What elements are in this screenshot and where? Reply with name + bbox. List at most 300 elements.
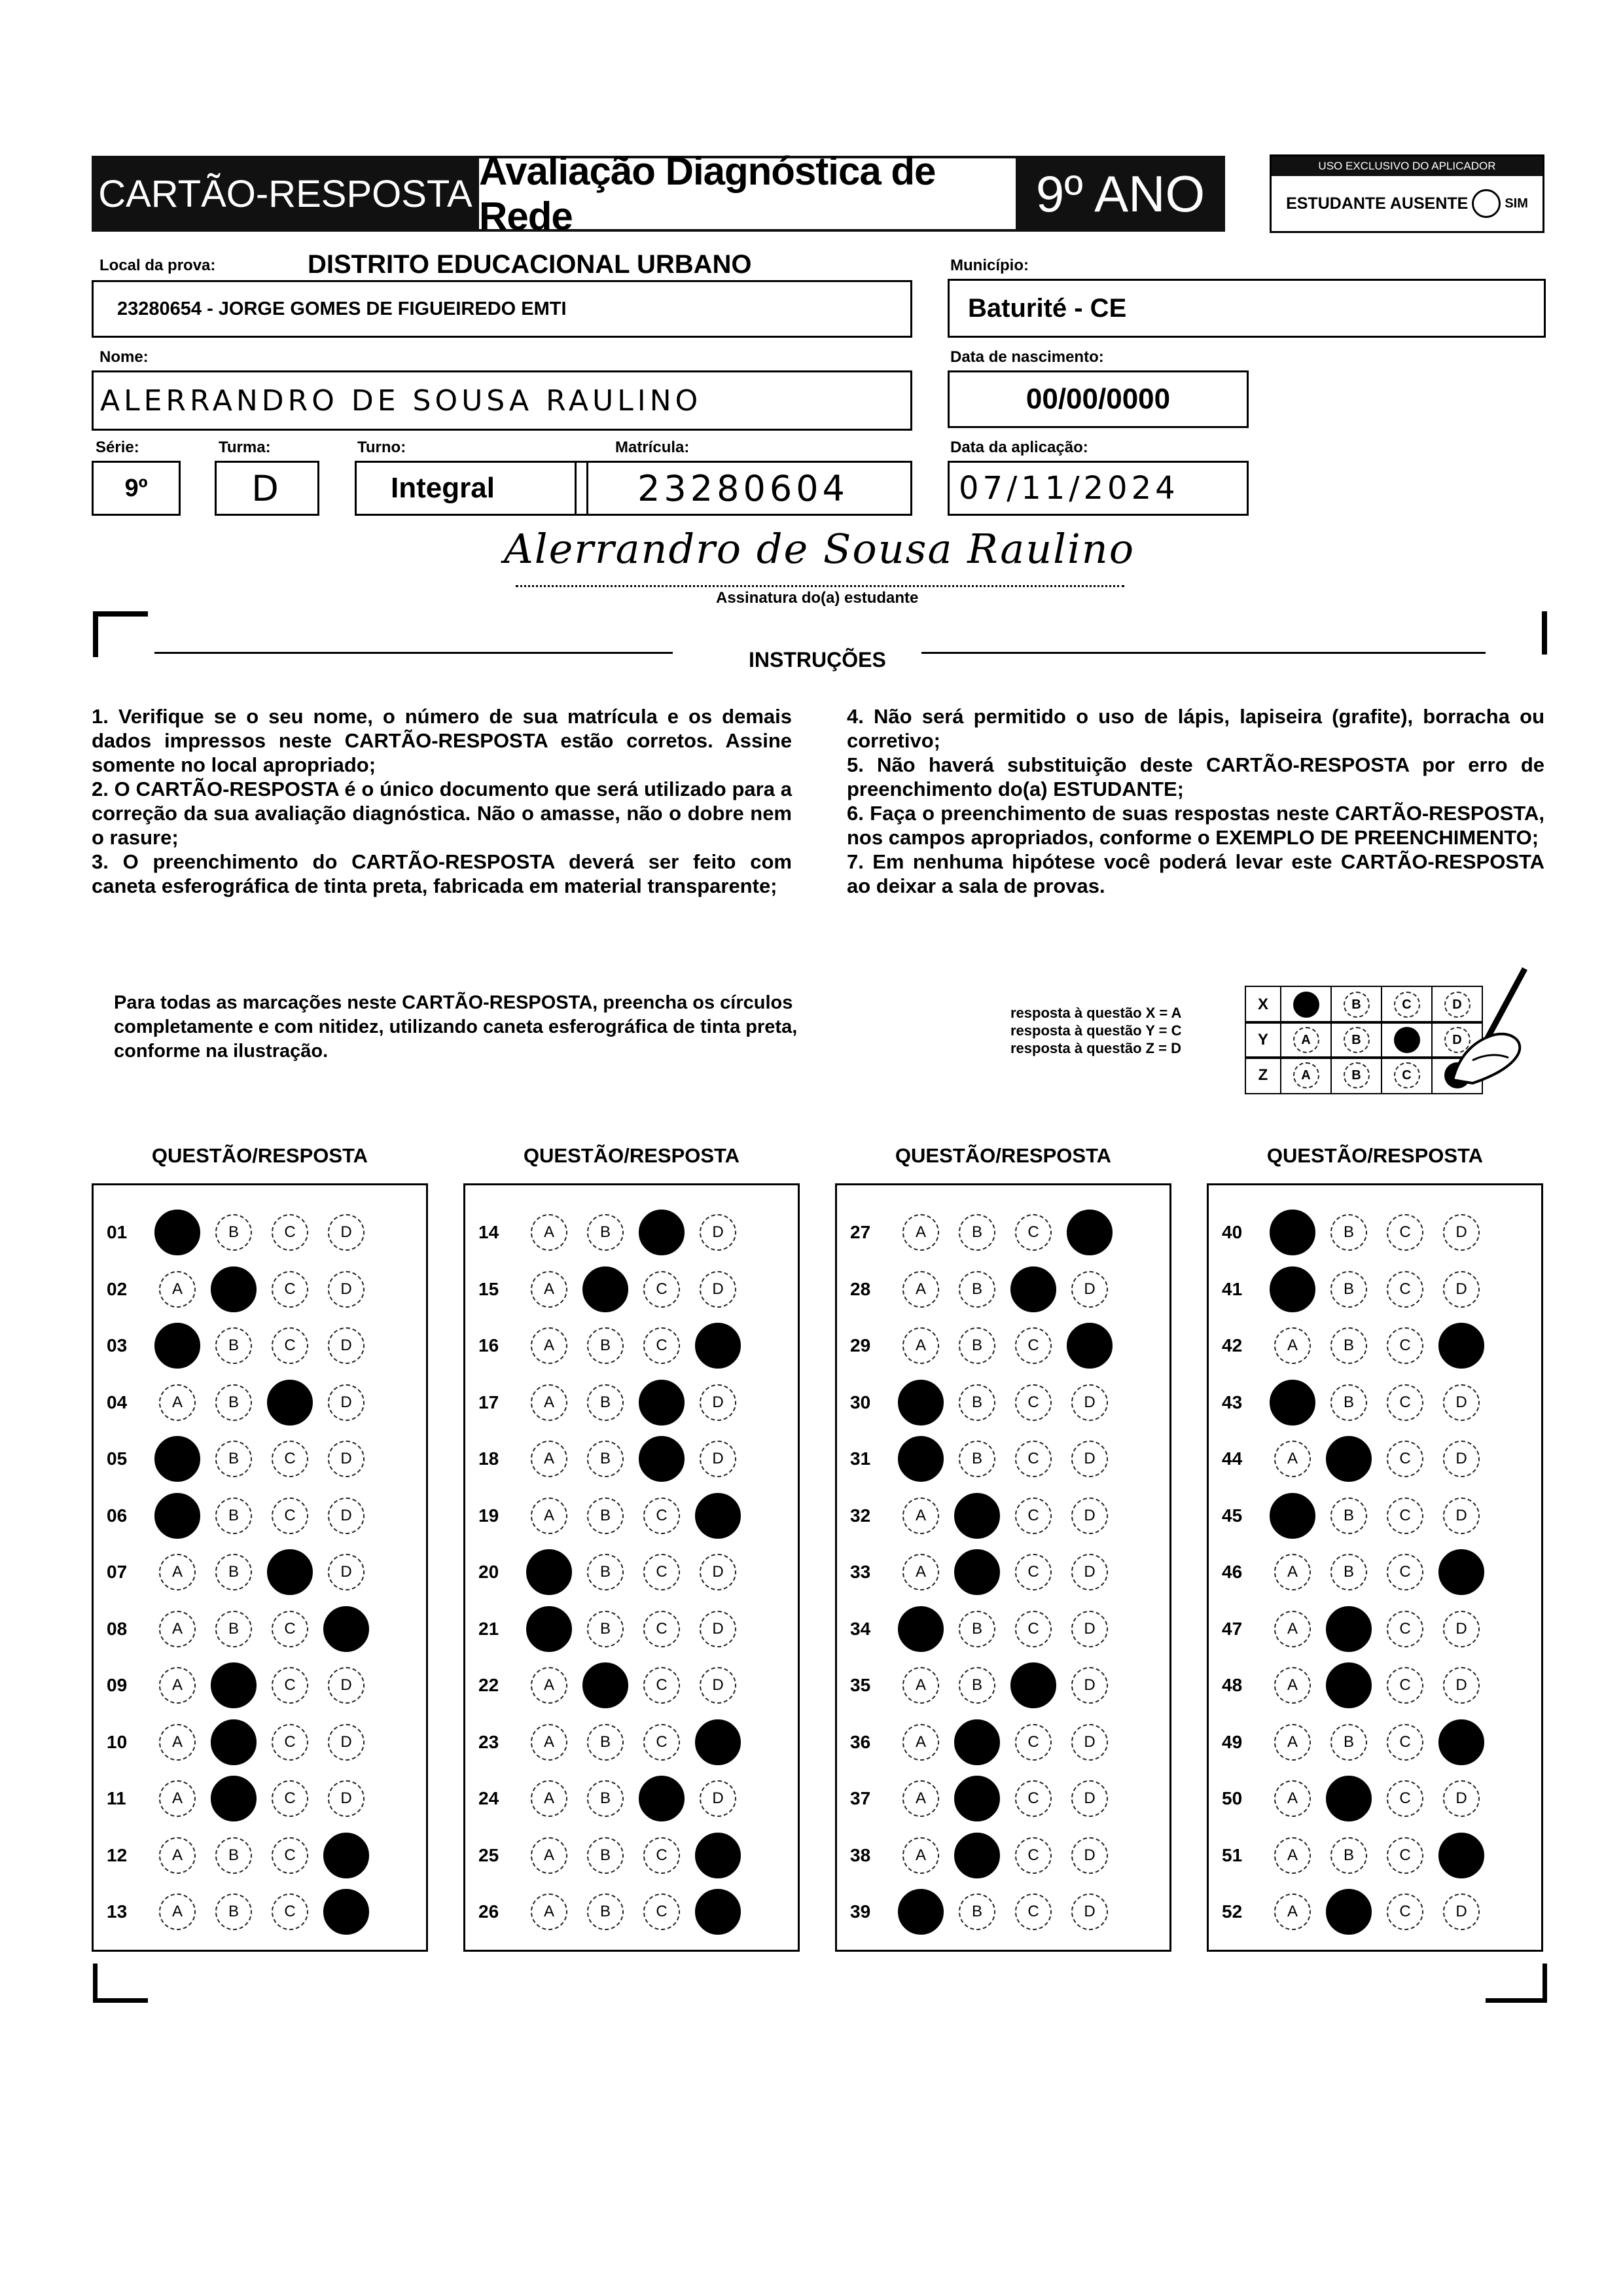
- bubble-a[interactable]: [898, 1380, 944, 1426]
- answer-row: [94, 1666, 426, 1705]
- bubble-c[interactable]: C: [1387, 1554, 1423, 1590]
- bubble-b[interactable]: [954, 1493, 1000, 1539]
- example-cell: [1332, 1056, 1382, 1094]
- bubble-b[interactable]: B: [215, 1327, 252, 1364]
- bubble-c[interactable]: C: [272, 1327, 308, 1364]
- bubble-b[interactable]: B: [587, 1327, 624, 1364]
- answer-row: [837, 1666, 1169, 1705]
- bubble-d[interactable]: D: [1443, 1611, 1480, 1647]
- bubble-c[interactable]: [639, 1380, 685, 1426]
- bubble-c[interactable]: C: [1387, 1780, 1423, 1817]
- bubble-d[interactable]: D: [328, 1327, 365, 1364]
- bubble-d[interactable]: D: [700, 1271, 736, 1308]
- instructions-title: INSTRUÇÕES: [749, 648, 886, 672]
- bubble-b[interactable]: [954, 1833, 1000, 1878]
- bubble-d[interactable]: D: [1071, 1893, 1108, 1930]
- bubble-c[interactable]: C: [1015, 1498, 1052, 1534]
- matricula-value: 23280604: [637, 467, 849, 509]
- bubble-c[interactable]: [639, 1776, 685, 1821]
- bubble-a[interactable]: [154, 1210, 200, 1255]
- bubble-a[interactable]: A: [159, 1667, 196, 1704]
- bubble-c[interactable]: C: [643, 1667, 680, 1704]
- bubble-b[interactable]: [211, 1662, 257, 1708]
- bubble-c[interactable]: C: [643, 1611, 680, 1647]
- bubble-d[interactable]: D: [700, 1384, 736, 1421]
- bubble-a[interactable]: A: [1274, 1327, 1311, 1364]
- bubble-c[interactable]: C: [643, 1271, 680, 1308]
- question-number: 20: [478, 1562, 499, 1582]
- answer-row: [465, 1779, 798, 1818]
- answer-row: [837, 1439, 1169, 1479]
- bubble-b[interactable]: B: [215, 1837, 252, 1874]
- bubble-b[interactable]: B: [959, 1441, 995, 1477]
- question-number: 38: [850, 1844, 871, 1865]
- bubble-b[interactable]: B: [959, 1384, 995, 1421]
- bubble-c[interactable]: C: [1387, 1724, 1423, 1761]
- bubble-b[interactable]: B: [215, 1441, 252, 1477]
- answer-row: [837, 1213, 1169, 1252]
- answer-panel: [463, 1183, 800, 1952]
- bubble-d[interactable]: D: [700, 1441, 736, 1477]
- answer-row: [837, 1836, 1169, 1875]
- bubble-a[interactable]: A: [531, 1498, 567, 1534]
- bubble-d[interactable]: [1067, 1323, 1113, 1369]
- bubble-c[interactable]: C: [1387, 1837, 1423, 1874]
- bubble-d[interactable]: [695, 1323, 741, 1369]
- bubble-a[interactable]: A: [531, 1271, 567, 1308]
- bubble-c[interactable]: C: [1015, 1384, 1052, 1421]
- bubble-b[interactable]: B: [1330, 1214, 1367, 1251]
- bubble-d[interactable]: D: [1071, 1441, 1108, 1477]
- question-number: 24: [478, 1788, 499, 1808]
- bubble-a[interactable]: A: [902, 1780, 939, 1817]
- bubble-d[interactable]: [323, 1889, 369, 1935]
- question-number: 02: [107, 1278, 128, 1299]
- question-number: 16: [478, 1335, 499, 1355]
- bubble-a[interactable]: A: [159, 1837, 196, 1874]
- question-number: 33: [850, 1562, 871, 1582]
- bubble-b[interactable]: [954, 1719, 1000, 1765]
- bubble-b[interactable]: [211, 1719, 257, 1765]
- corner-mark-bottom-right: [1486, 1964, 1547, 2003]
- answer-row: [1209, 1609, 1541, 1649]
- bubble-a[interactable]: A: [902, 1498, 939, 1534]
- bubble-d[interactable]: [695, 1493, 741, 1539]
- question-number: 23: [478, 1731, 499, 1752]
- bubble-d[interactable]: D: [700, 1554, 736, 1590]
- bubble-a[interactable]: A: [902, 1327, 939, 1364]
- bubble-d[interactable]: D: [1071, 1724, 1108, 1761]
- example-cell: [1382, 1056, 1433, 1094]
- bubble-b[interactable]: B: [587, 1837, 624, 1874]
- bubble-d[interactable]: D: [1443, 1498, 1480, 1534]
- bubble-a[interactable]: A: [531, 1667, 567, 1704]
- nome-value: ALERRANDRO DE SOUSA RAULINO: [100, 384, 702, 418]
- bubble-d[interactable]: D: [1443, 1214, 1480, 1251]
- bubble-c[interactable]: C: [272, 1837, 308, 1874]
- bubble-c[interactable]: C: [272, 1498, 308, 1534]
- answer-row: [465, 1609, 798, 1649]
- bubble-b[interactable]: [1326, 1776, 1372, 1821]
- answer-row: [837, 1723, 1169, 1762]
- absent-label: ESTUDANTE AUSENTE: [1286, 194, 1469, 213]
- bubble-c[interactable]: C: [1015, 1214, 1052, 1251]
- turma-value: D: [251, 467, 283, 509]
- signature-line: [516, 585, 1124, 587]
- bubble-a[interactable]: A: [1274, 1780, 1311, 1817]
- nome-label: Nome:: [99, 348, 149, 366]
- bubble-a[interactable]: A: [1274, 1554, 1311, 1590]
- example-cell: [1281, 1056, 1332, 1094]
- question-number: 50: [1222, 1788, 1243, 1808]
- bubble-b[interactable]: B: [1330, 1271, 1367, 1308]
- bubble-c[interactable]: [1010, 1662, 1056, 1708]
- question-number: 36: [850, 1731, 871, 1752]
- bubble-a[interactable]: [898, 1606, 944, 1652]
- turma-label: Turma:: [219, 439, 271, 456]
- column-header: QUESTÃO/RESPOSTA: [523, 1144, 740, 1167]
- bubble-a[interactable]: A: [531, 1384, 567, 1421]
- bubble-b[interactable]: B: [1330, 1498, 1367, 1534]
- bubble-a[interactable]: A: [902, 1214, 939, 1251]
- answer-row: [1209, 1496, 1541, 1535]
- bubble-c[interactable]: C: [272, 1214, 308, 1251]
- bubble-b[interactable]: B: [959, 1327, 995, 1364]
- bubble-c[interactable]: C: [1015, 1724, 1052, 1761]
- example-bubble-c: [1394, 1027, 1420, 1053]
- bubble-c[interactable]: C: [643, 1837, 680, 1874]
- question-number: 44: [1222, 1448, 1243, 1469]
- bubble-a[interactable]: A: [159, 1724, 196, 1761]
- bubble-a[interactable]: A: [902, 1837, 939, 1874]
- answer-row: [94, 1892, 426, 1931]
- bubble-a[interactable]: [526, 1606, 572, 1652]
- local-district: DISTRITO EDUCACIONAL URBANO: [308, 250, 752, 279]
- bubble-d[interactable]: [323, 1606, 369, 1652]
- bubble-d[interactable]: D: [328, 1498, 365, 1534]
- answer-row: [94, 1779, 426, 1818]
- bubble-d[interactable]: D: [328, 1724, 365, 1761]
- example-line-x: resposta à questão X = A: [1010, 1005, 1182, 1021]
- bubble-b[interactable]: B: [959, 1611, 995, 1647]
- bubble-d[interactable]: D: [1071, 1611, 1108, 1647]
- bubble-c[interactable]: C: [1387, 1271, 1423, 1308]
- question-number: 04: [107, 1391, 128, 1412]
- bubble-d[interactable]: D: [328, 1667, 365, 1704]
- bubble-d[interactable]: D: [700, 1667, 736, 1704]
- bubble-c[interactable]: C: [1387, 1498, 1423, 1534]
- bubble-c[interactable]: C: [1015, 1554, 1052, 1590]
- bubble-b[interactable]: B: [215, 1893, 252, 1930]
- bubble-a[interactable]: A: [531, 1441, 567, 1477]
- local-label: Local da prova:: [99, 257, 216, 274]
- serie-field: [92, 461, 181, 516]
- answer-row: [465, 1496, 798, 1535]
- school-field: [92, 280, 912, 338]
- bubble-b[interactable]: B: [959, 1271, 995, 1308]
- bubble-a[interactable]: A: [531, 1214, 567, 1251]
- bubble-b[interactable]: B: [587, 1214, 624, 1251]
- bubble-a[interactable]: A: [1274, 1837, 1311, 1874]
- bubble-b[interactable]: [211, 1266, 257, 1312]
- bubble-b[interactable]: [582, 1266, 628, 1312]
- question-number: 34: [850, 1618, 871, 1639]
- bubble-d[interactable]: D: [1443, 1441, 1480, 1477]
- bubble-c[interactable]: C: [272, 1893, 308, 1930]
- bubble-a[interactable]: [154, 1323, 200, 1369]
- nasc-label: Data de nascimento:: [950, 348, 1104, 366]
- matricula-field: [576, 461, 912, 516]
- bubble-a[interactable]: A: [159, 1271, 196, 1308]
- question-number: 13: [107, 1901, 128, 1922]
- bubble-a[interactable]: A: [902, 1667, 939, 1704]
- answer-row: [465, 1723, 798, 1762]
- bubble-d[interactable]: D: [328, 1780, 365, 1817]
- bubble-c[interactable]: C: [1387, 1893, 1423, 1930]
- bubble-b[interactable]: B: [215, 1611, 252, 1647]
- bubble-c[interactable]: C: [272, 1724, 308, 1761]
- bubble-d[interactable]: D: [1071, 1498, 1108, 1534]
- bubble-a[interactable]: A: [159, 1780, 196, 1817]
- bubble-b[interactable]: B: [959, 1667, 995, 1704]
- bubble-b[interactable]: B: [587, 1611, 624, 1647]
- bubble-a[interactable]: [1270, 1380, 1315, 1426]
- matricula-divider: [575, 461, 577, 516]
- bubble-b[interactable]: B: [1330, 1554, 1367, 1590]
- answer-row: [465, 1666, 798, 1705]
- answer-row: [94, 1496, 426, 1535]
- bubble-c[interactable]: C: [1387, 1384, 1423, 1421]
- bubble-a[interactable]: A: [159, 1384, 196, 1421]
- bubble-c[interactable]: C: [1387, 1327, 1423, 1364]
- bubble-a[interactable]: [154, 1493, 200, 1539]
- bubble-c[interactable]: C: [643, 1327, 680, 1364]
- instruction-5: 5. Não haverá substituição deste CARTÃO-RESPOSTA por erro de preenchimento do(a) ESTUDANTE;: [847, 753, 1544, 800]
- bubble-d[interactable]: D: [328, 1214, 365, 1251]
- bubble-d[interactable]: [695, 1889, 741, 1935]
- answer-row: [1209, 1439, 1541, 1479]
- bubble-d[interactable]: [1438, 1323, 1484, 1369]
- example-cell: [1281, 1021, 1332, 1059]
- bubble-a[interactable]: A: [902, 1271, 939, 1308]
- bubble-c[interactable]: [1010, 1266, 1056, 1312]
- question-number: 31: [850, 1448, 871, 1469]
- instruction-4: 4. Não será permitido o uso de lápis, lapiseira (grafite), borracha ou corretivo;: [847, 705, 1544, 752]
- applicator-box: [1270, 154, 1544, 233]
- bubble-b[interactable]: [1326, 1889, 1372, 1935]
- bubble-c[interactable]: C: [1387, 1667, 1423, 1704]
- bubble-d[interactable]: D: [328, 1384, 365, 1421]
- bubble-c[interactable]: C: [643, 1554, 680, 1590]
- instruction-2: 2. O CARTÃO-RESPOSTA é o único documento que será utilizado para a correção da sua avaliação diagnóstica. Não o amasse, não o dobre nem o rasure;: [92, 778, 792, 849]
- bubble-c[interactable]: C: [1015, 1780, 1052, 1817]
- bubble-d[interactable]: [695, 1719, 741, 1765]
- bubble-c[interactable]: C: [272, 1441, 308, 1477]
- example-row-label: X: [1245, 986, 1281, 1024]
- bubble-d[interactable]: [1067, 1210, 1113, 1255]
- bubble-c[interactable]: C: [1015, 1327, 1052, 1364]
- bubble-d[interactable]: D: [1071, 1384, 1108, 1421]
- bubble-a[interactable]: A: [902, 1724, 939, 1761]
- bubble-c[interactable]: C: [272, 1667, 308, 1704]
- bubble-c[interactable]: C: [272, 1271, 308, 1308]
- grade-label: 9º ANO: [1035, 164, 1205, 223]
- bubble-d[interactable]: D: [1443, 1271, 1480, 1308]
- bubble-b[interactable]: B: [1330, 1384, 1367, 1421]
- bubble-a[interactable]: A: [1274, 1724, 1311, 1761]
- bubble-a[interactable]: A: [1274, 1441, 1311, 1477]
- bubble-d[interactable]: [1438, 1833, 1484, 1878]
- answer-row: [837, 1779, 1169, 1818]
- bubble-b[interactable]: [1326, 1606, 1372, 1652]
- bubble-d[interactable]: D: [1071, 1837, 1108, 1874]
- bubble-a[interactable]: A: [159, 1554, 196, 1590]
- question-number: 18: [478, 1448, 499, 1469]
- bubble-c[interactable]: C: [643, 1893, 680, 1930]
- bubble-c[interactable]: C: [643, 1724, 680, 1761]
- answer-row: [465, 1836, 798, 1875]
- bubble-a[interactable]: A: [531, 1724, 567, 1761]
- bubble-c[interactable]: C: [1015, 1893, 1052, 1930]
- bubble-d[interactable]: [695, 1833, 741, 1878]
- bubble-b[interactable]: B: [587, 1893, 624, 1930]
- bubble-b[interactable]: [1326, 1436, 1372, 1482]
- bubble-d[interactable]: D: [1071, 1271, 1108, 1308]
- answer-row: [465, 1326, 798, 1365]
- bubble-a[interactable]: A: [531, 1893, 567, 1930]
- bubble-b[interactable]: [211, 1776, 257, 1821]
- serie-label: Série:: [96, 439, 139, 456]
- bubble-d[interactable]: D: [1443, 1384, 1480, 1421]
- example-cell: [1332, 1021, 1382, 1059]
- bubble-b[interactable]: B: [215, 1384, 252, 1421]
- bubble-c[interactable]: C: [1015, 1837, 1052, 1874]
- bubble-b[interactable]: B: [1330, 1724, 1367, 1761]
- bubble-c[interactable]: C: [1015, 1611, 1052, 1647]
- bubble-c[interactable]: [639, 1210, 685, 1255]
- bubble-c[interactable]: C: [272, 1780, 308, 1817]
- bubble-b[interactable]: B: [959, 1893, 995, 1930]
- bubble-d[interactable]: D: [1443, 1893, 1480, 1930]
- question-number: 12: [107, 1844, 128, 1865]
- bubble-b[interactable]: [1326, 1662, 1372, 1708]
- bubble-a[interactable]: A: [531, 1780, 567, 1817]
- bubble-a[interactable]: [898, 1889, 944, 1935]
- bubble-a[interactable]: [154, 1436, 200, 1482]
- bubble-c[interactable]: C: [643, 1498, 680, 1534]
- bubble-b[interactable]: B: [587, 1724, 624, 1761]
- bubble-a[interactable]: A: [531, 1327, 567, 1364]
- bubble-b[interactable]: [954, 1549, 1000, 1595]
- bubble-b[interactable]: B: [959, 1214, 995, 1251]
- question-number: 03: [107, 1335, 128, 1355]
- bubble-c[interactable]: [267, 1549, 313, 1595]
- instructions-left: [92, 704, 792, 898]
- bubble-c[interactable]: C: [1387, 1441, 1423, 1477]
- bubble-d[interactable]: D: [1071, 1780, 1108, 1817]
- bubble-b[interactable]: B: [215, 1498, 252, 1534]
- example-bubble-a: A: [1293, 1062, 1319, 1088]
- bubble-a[interactable]: A: [1274, 1611, 1311, 1647]
- answer-row: [837, 1326, 1169, 1365]
- applicator-title: USO EXCLUSIVO DO APLICADOR: [1272, 156, 1543, 176]
- bubble-d[interactable]: D: [328, 1271, 365, 1308]
- bubble-d[interactable]: D: [1071, 1554, 1108, 1590]
- bubble-c[interactable]: [267, 1380, 313, 1426]
- bubble-a[interactable]: [1270, 1210, 1315, 1255]
- corner-mark-top-right: [1542, 611, 1547, 655]
- bubble-b[interactable]: B: [1330, 1837, 1367, 1874]
- bubble-b[interactable]: B: [215, 1214, 252, 1251]
- answer-row: [465, 1383, 798, 1422]
- bubble-d[interactable]: [1438, 1719, 1484, 1765]
- question-number: 29: [850, 1335, 871, 1355]
- bubble-a[interactable]: A: [1274, 1893, 1311, 1930]
- bubble-a[interactable]: [898, 1436, 944, 1482]
- bubble-d[interactable]: [1438, 1549, 1484, 1595]
- bubble-d[interactable]: [323, 1833, 369, 1878]
- bubble-d[interactable]: D: [1443, 1780, 1480, 1817]
- absent-checkbox[interactable]: [1472, 189, 1501, 218]
- answer-row: [94, 1609, 426, 1649]
- municipio-field: [948, 279, 1546, 338]
- bubble-d[interactable]: D: [700, 1214, 736, 1251]
- bubble-c[interactable]: C: [1387, 1214, 1423, 1251]
- bubble-b[interactable]: B: [587, 1554, 624, 1590]
- bubble-b[interactable]: B: [1330, 1327, 1367, 1364]
- bubble-a[interactable]: [526, 1549, 572, 1595]
- aplicacao-value: 07/11/2024: [959, 470, 1179, 507]
- bubble-a[interactable]: A: [531, 1837, 567, 1874]
- question-number: 52: [1222, 1901, 1243, 1922]
- example-bubble-c: C: [1394, 992, 1420, 1018]
- instruction-6: 6. Faça o preenchimento de suas respostas neste CARTÃO-RESPOSTA, nos campos apropriados, conforme o EXEMPLO DE PREENCHIMENTO;: [847, 802, 1544, 849]
- bubble-b[interactable]: [582, 1662, 628, 1708]
- bubble-a[interactable]: [1270, 1266, 1315, 1312]
- bubble-c[interactable]: C: [272, 1611, 308, 1647]
- bubble-c[interactable]: C: [1387, 1611, 1423, 1647]
- bubble-d[interactable]: D: [328, 1441, 365, 1477]
- bubble-d[interactable]: D: [328, 1554, 365, 1590]
- bubble-b[interactable]: B: [215, 1554, 252, 1590]
- bubble-a[interactable]: A: [1274, 1667, 1311, 1704]
- example-cell: [1281, 986, 1332, 1024]
- bubble-b[interactable]: [954, 1776, 1000, 1821]
- question-number: 17: [478, 1391, 499, 1412]
- bubble-b[interactable]: B: [587, 1441, 624, 1477]
- bubble-a[interactable]: A: [159, 1611, 196, 1647]
- bubble-a[interactable]: A: [902, 1554, 939, 1590]
- answer-row: [837, 1552, 1169, 1592]
- bubble-a[interactable]: [1270, 1493, 1315, 1539]
- bubble-d[interactable]: D: [700, 1780, 736, 1817]
- example-bubble-b: B: [1344, 1062, 1370, 1088]
- question-number: 42: [1222, 1335, 1243, 1355]
- answer-panel: [92, 1183, 428, 1952]
- bubble-b[interactable]: B: [587, 1780, 624, 1817]
- bubble-c[interactable]: [639, 1436, 685, 1482]
- bubble-d[interactable]: D: [1071, 1667, 1108, 1704]
- corner-mark-top-left: [93, 611, 148, 657]
- column-header: QUESTÃO/RESPOSTA: [895, 1144, 1112, 1167]
- municipio-value: Baturité - CE: [968, 293, 1127, 323]
- bubble-d[interactable]: D: [1443, 1667, 1480, 1704]
- bubble-c[interactable]: C: [1015, 1441, 1052, 1477]
- bubble-b[interactable]: B: [587, 1498, 624, 1534]
- bubble-a[interactable]: A: [159, 1893, 196, 1930]
- bubble-b[interactable]: B: [587, 1384, 624, 1421]
- bubble-d[interactable]: D: [700, 1611, 736, 1647]
